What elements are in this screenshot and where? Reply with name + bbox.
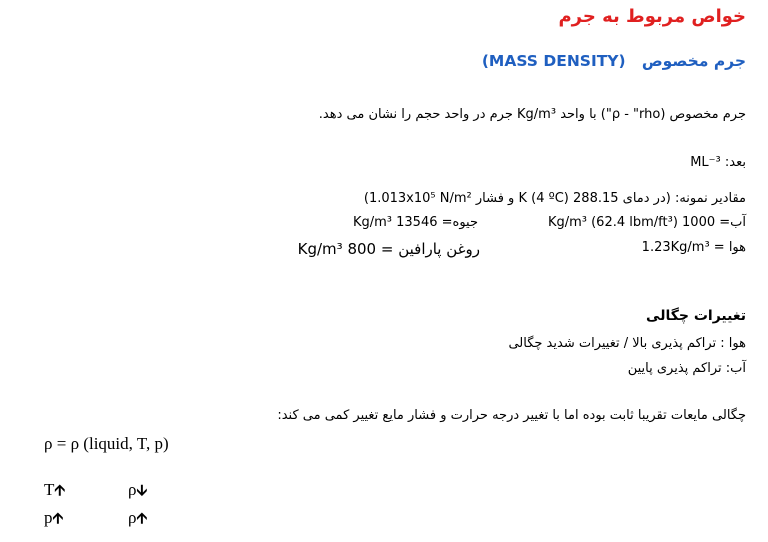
section-title-en: (MASS DENSITY) xyxy=(481,52,626,70)
temperature-symbol: T xyxy=(44,480,55,499)
density-temperature-relation xyxy=(128,480,147,505)
density-pressure-relation xyxy=(128,508,147,533)
arrow-up-icon: 🡩 xyxy=(54,481,66,499)
mercury-density: جیوه= 13546 Kg/m³ xyxy=(352,215,478,230)
arrow-down-icon: 🡫 xyxy=(136,481,148,499)
section-title-fa: جرم مخصوص xyxy=(641,52,746,70)
rho-symbol: ρ xyxy=(128,508,137,527)
density-changes-heading: تغییرات چگالی xyxy=(646,308,746,324)
air-compressibility-text: هوا : تراکم پذیری بالا / تغییرات شدید چگالی xyxy=(508,336,746,351)
rho-symbol: ρ xyxy=(128,480,137,499)
dimension-text: بعد: ML⁻³ xyxy=(690,155,746,170)
temperature-relation xyxy=(44,480,65,505)
liquid-density-statement: چگالی مایعات تقریبا ثابت بوده اما با تغییر درجه حرارت و فشار مایع تغییر کمی می کند: xyxy=(277,408,746,423)
arrow-up-icon: 🡩 xyxy=(52,509,64,527)
paraffin-density: روغن پارافین = 800 Kg/m³ xyxy=(297,240,480,258)
density-formula: ρ = ρ (liquid, T, p) xyxy=(44,434,169,453)
section-title xyxy=(482,52,746,70)
page-title: خواص مربوط به جرم xyxy=(558,6,746,27)
pressure-symbol: p xyxy=(44,508,53,527)
sample-values-header: مقادیر نمونه: (در دمای 288.15 K (4 ºC) و فشار 1.013x10⁵ N/m²) xyxy=(363,191,746,206)
water-compressibility-text: آب: تراکم پذیری پایین xyxy=(627,361,746,376)
water-density: آب= 1000 Kg/m³ (62.4 lbm/ft³) xyxy=(547,215,746,230)
arrow-up-icon: 🡩 xyxy=(136,509,148,527)
air-density: هوا = 1.23Kg/m³ xyxy=(641,240,746,255)
definition-text: جرم مخصوص (ρ - "rho") با واحد Kg/m³ جرم در واحد حجم را نشان می دهد. xyxy=(318,107,746,122)
pressure-relation xyxy=(44,508,63,533)
